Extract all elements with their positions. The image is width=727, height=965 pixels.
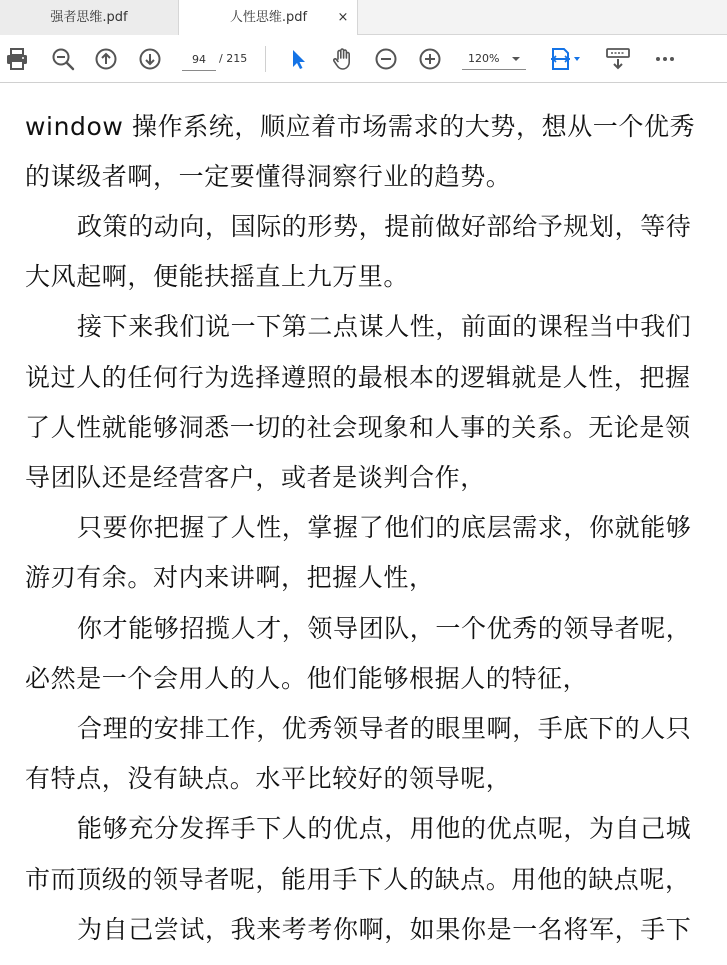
document-page [0,83,727,965]
zoom-out-button[interactable] [374,47,398,71]
text-line: 能够充分发挥手下人的优点，用他的优点呢，为自己城 [77,814,692,843]
previous-page-button[interactable] [94,47,118,71]
zoom-out-tool-button[interactable] [51,47,75,71]
hand-icon [330,47,354,71]
close-tab-button[interactable]: × [337,10,349,25]
text-line: 你才能够招揽人才，领导团队，一个优秀的领导者呢， [77,614,692,643]
print-button[interactable] [5,47,29,71]
tab-label: 人性思维.pdf [229,10,308,25]
text-line: 有特点，没有缺点。水平比较好的领导呢， [25,764,512,793]
text-line: 接下来我们说一下第二点谋人性，前面的课程当中我们 [77,312,692,341]
toolbar-divider [265,46,266,72]
page-total: / 215 [219,52,248,65]
zoom-value: 120% [468,52,500,65]
arrow-up-circle-icon [94,47,118,71]
tab-human-nature[interactable] [179,0,358,36]
more-options-button[interactable] [653,47,677,71]
text-line: 大风起啊，便能扶摇直上九万里。 [25,262,410,291]
page-number-input[interactable] [182,48,216,71]
select-tool-button[interactable] [286,47,310,71]
text-line: 必然是一个会用人的人。他们能够根据人的特征， [25,664,589,693]
text-line: 为自己尝试，我来考考你啊，如果你是一名将军，手下 [77,915,692,944]
arrow-down-circle-icon [138,47,162,71]
zoom-in-button[interactable] [418,47,442,71]
tab-strong-thinking[interactable] [0,0,179,35]
plus-circle-icon [418,47,442,71]
text-line: 说过人的任何行为选择遵照的最根本的逻辑就是人性，把握 [25,363,691,392]
zoom-out-magnifier-icon [51,47,75,71]
fit-page-icon [549,47,583,71]
more-icon [653,47,677,71]
fit-page-button[interactable] [549,47,585,71]
toolbar [0,35,727,83]
text-line: 导团队还是经营客户，或者是谈判合作， [25,463,486,492]
select-cursor-icon [286,47,310,71]
text-line: 游刃有余。对内来讲啊，把握人性， [25,563,435,592]
minus-circle-icon [374,47,398,71]
text-line: window 操作系统，顺应着市场需求的大势，想从一个优秀 [25,112,696,141]
chevron-down-icon [512,57,520,61]
zoom-select[interactable] [462,48,526,70]
tab-bar [0,0,727,35]
text-line: 只要你把握了人性，掌握了他们的底层需求，你就能够 [77,513,692,542]
hand-tool-button[interactable] [330,47,354,71]
text-line: 市而顶级的领导者呢，能用手下人的缺点。用他的缺点呢， [25,865,691,894]
text-line: 了人性就能够洞悉一切的社会现象和人事的关系。无论是领 [25,413,691,442]
text-line: 政策的动向，国际的形势，提前做好部给予规划，等待 [77,212,692,241]
text-line: 的谋级者啊，一定要懂得洞察行业的趋势。 [25,162,512,191]
text-line: 合理的安排工作，优秀领导者的眼里啊，手底下的人只 [77,714,692,743]
read-mode-icon [605,47,631,71]
tab-label: 强者思维.pdf [50,10,128,25]
read-mode-button[interactable] [605,47,631,71]
next-page-button[interactable] [138,47,162,71]
printer-icon [5,47,29,71]
